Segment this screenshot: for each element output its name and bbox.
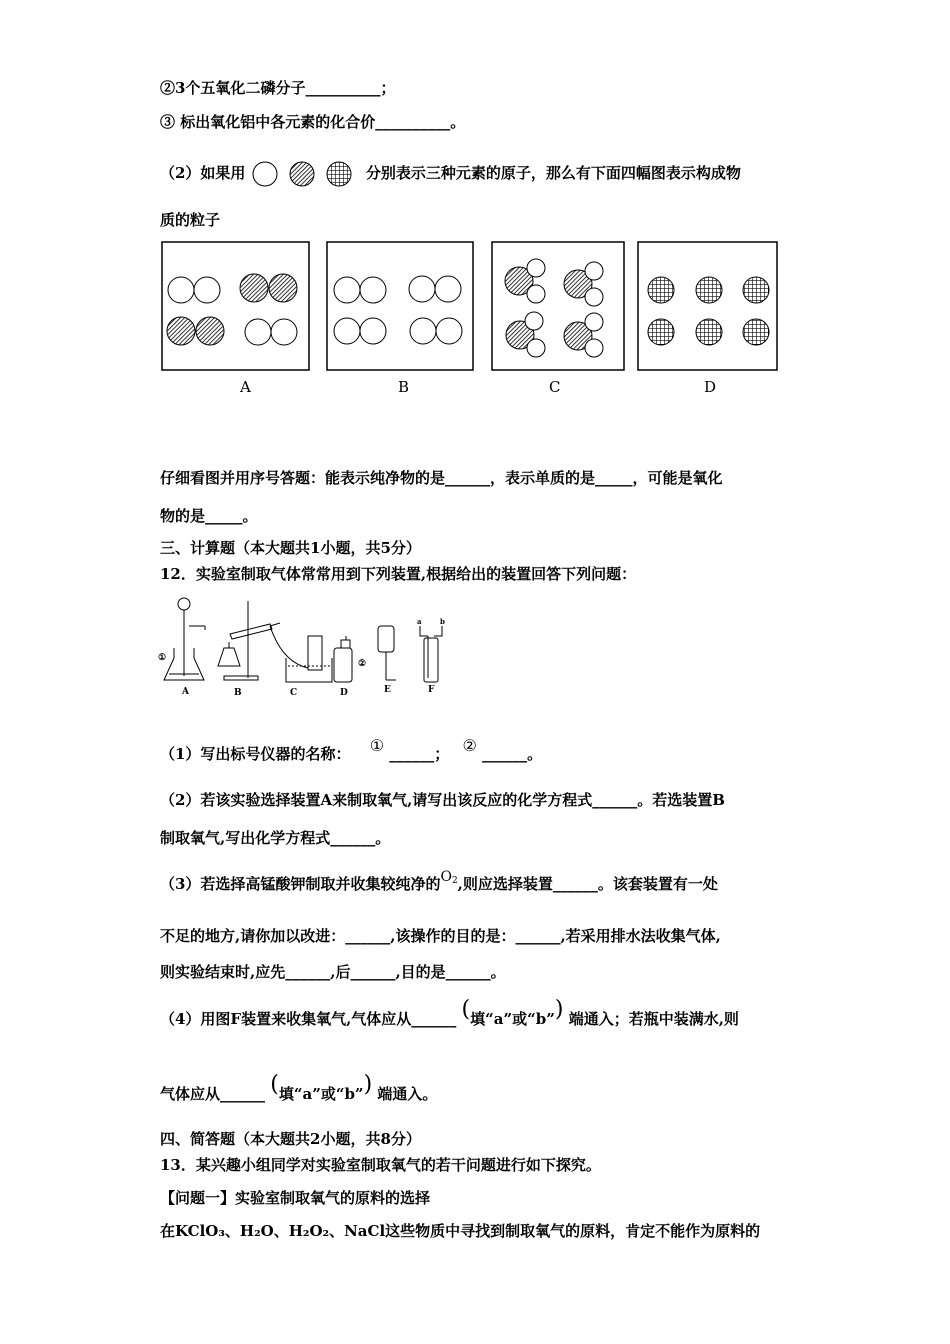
q11-line-p2o5: ②3个五氧化二磷分子__________； [160,79,396,97]
q12-p4b-mid: 填“a”或“b” [278,1085,364,1103]
q12-part3-line3: 则实验结束时,应先______,后______,目的是______。 [160,963,506,981]
apparatus-label-a: A [182,687,189,697]
q12-p4-paren-close: ) [554,997,564,1022]
q12-part4-line2 [160,1072,438,1104]
legend-grid-atom [327,162,351,186]
apparatus-f [420,626,442,682]
legend-post-text: 分别表示三种元素的原子，那么有下面四幅图表示构成物 [365,164,741,182]
legend-pre-text: （2）如果用 [160,164,246,182]
apparatus-f-b: b [440,617,445,626]
q11-answer-line1: 仔细看图并用序号答题：能表示纯净物的是______，表示单质的是_____，可能是氧化 [160,469,723,487]
q12-part3-line1 [160,869,718,901]
q11-legend-line [160,158,741,190]
q12-part2-line2: 制取氧气,写出化学方程式______。 [160,829,391,847]
apparatus-label-d: D [340,688,348,698]
apparatus-f-a: a [417,617,422,626]
section4-heading: 四、简答题（本大题共2小题，共8分） [160,1130,421,1148]
q12-p4b-post: 端通入。 [377,1085,438,1103]
apparatus-label-b: B [234,688,242,698]
q11-answer-line2: 物的是_____。 [160,507,258,525]
apparatus-label-f: F [428,685,435,695]
panel-label-a: A [240,378,251,396]
section3-heading: 三、计算题（本大题共1小题，共5分） [160,539,421,557]
apparatus-label-c: C [290,688,298,698]
apparatus-a [164,598,205,680]
panel-label-c: C [549,378,561,396]
q11-line-al2o3: ③ 标出氧化铝中各元素的化合价__________。 [160,113,466,131]
q12-p4b-paren-close: ) [363,1072,373,1097]
q12-p4-paren-open: ( [461,997,471,1022]
apparatus-d [334,636,352,682]
q13-stem: 13．某兴趣小组同学对实验室制取氧气的若干问题进行如下探究。 [160,1156,601,1174]
q12-p4b-paren-open: ( [270,1072,279,1097]
apparatus-c [270,626,332,682]
legend-atoms [251,158,361,190]
panel-c [492,242,624,370]
legend-hatched-atom [290,162,314,186]
q12-p3-o2: O [440,869,452,885]
apparatus-diagram [158,596,448,700]
q12-p4-post: 端通入；若瓶中装满水,则 [568,1010,739,1028]
apparatus-marker-1: ① [158,653,167,663]
q12-p1-marker2: ② [462,736,477,755]
q12-p4-pre: （4）用图F装置来收集氧气,气体应从______ [160,1010,457,1028]
legend-white-atom [253,162,277,186]
q12-p4-mid: 填“a”或“b” [470,1010,555,1028]
q12-p3-post: ,则应选择装置______。该套装置有一处 [457,875,718,893]
q13-last-line: 在KClO₃、H₂O、H₂O₂、NaCl这些物质中寻找到制取氧气的原料，肯定不能作为原料的 [160,1222,761,1240]
q12-part4-line1 [160,997,739,1029]
apparatus-b [218,601,280,680]
q11-line-particles: 质的粒子 [160,211,221,229]
panel-a [162,242,309,370]
apparatus-e [378,626,396,680]
q12-p1-blank1: ______； [389,745,450,763]
particle-panels [160,240,785,375]
q12-p1-blank2: ______。 [482,745,543,763]
q12-p1-pre: （1）写出标号仪器的名称： [160,745,351,763]
q12-p4b-pre: 气体应从______ [160,1085,266,1103]
q12-part1 [160,736,543,764]
panel-b [327,242,473,370]
q12-part2-line1: （2）若该实验选择装置A来制取氧气,请写出该反应的化学方程式______。若选装置B [160,791,725,809]
q12-p3-o2-sub: 2 [451,876,458,886]
q12-part3-line2: 不足的地方,请你加以改进：______,该操作的目的是：______,若采用排水法收集气体, [160,927,721,945]
panel-d [638,242,777,370]
q12-stem: 12．实验室制取气体常常用到下列装置,根据给出的装置回答下列问题： [160,565,637,583]
q12-p1-marker1: ① [369,736,385,755]
q13-problem1: 【问题一】实验室制取氧气的原料的选择 [160,1189,431,1207]
apparatus-marker-2: ② [358,659,367,669]
apparatus-label-e: E [384,685,391,695]
panel-label-d: D [704,378,717,396]
panel-label-b: B [398,378,410,396]
q12-p3-pre: （3）若选择高锰酸钾制取并收集较纯净的 [160,875,441,893]
